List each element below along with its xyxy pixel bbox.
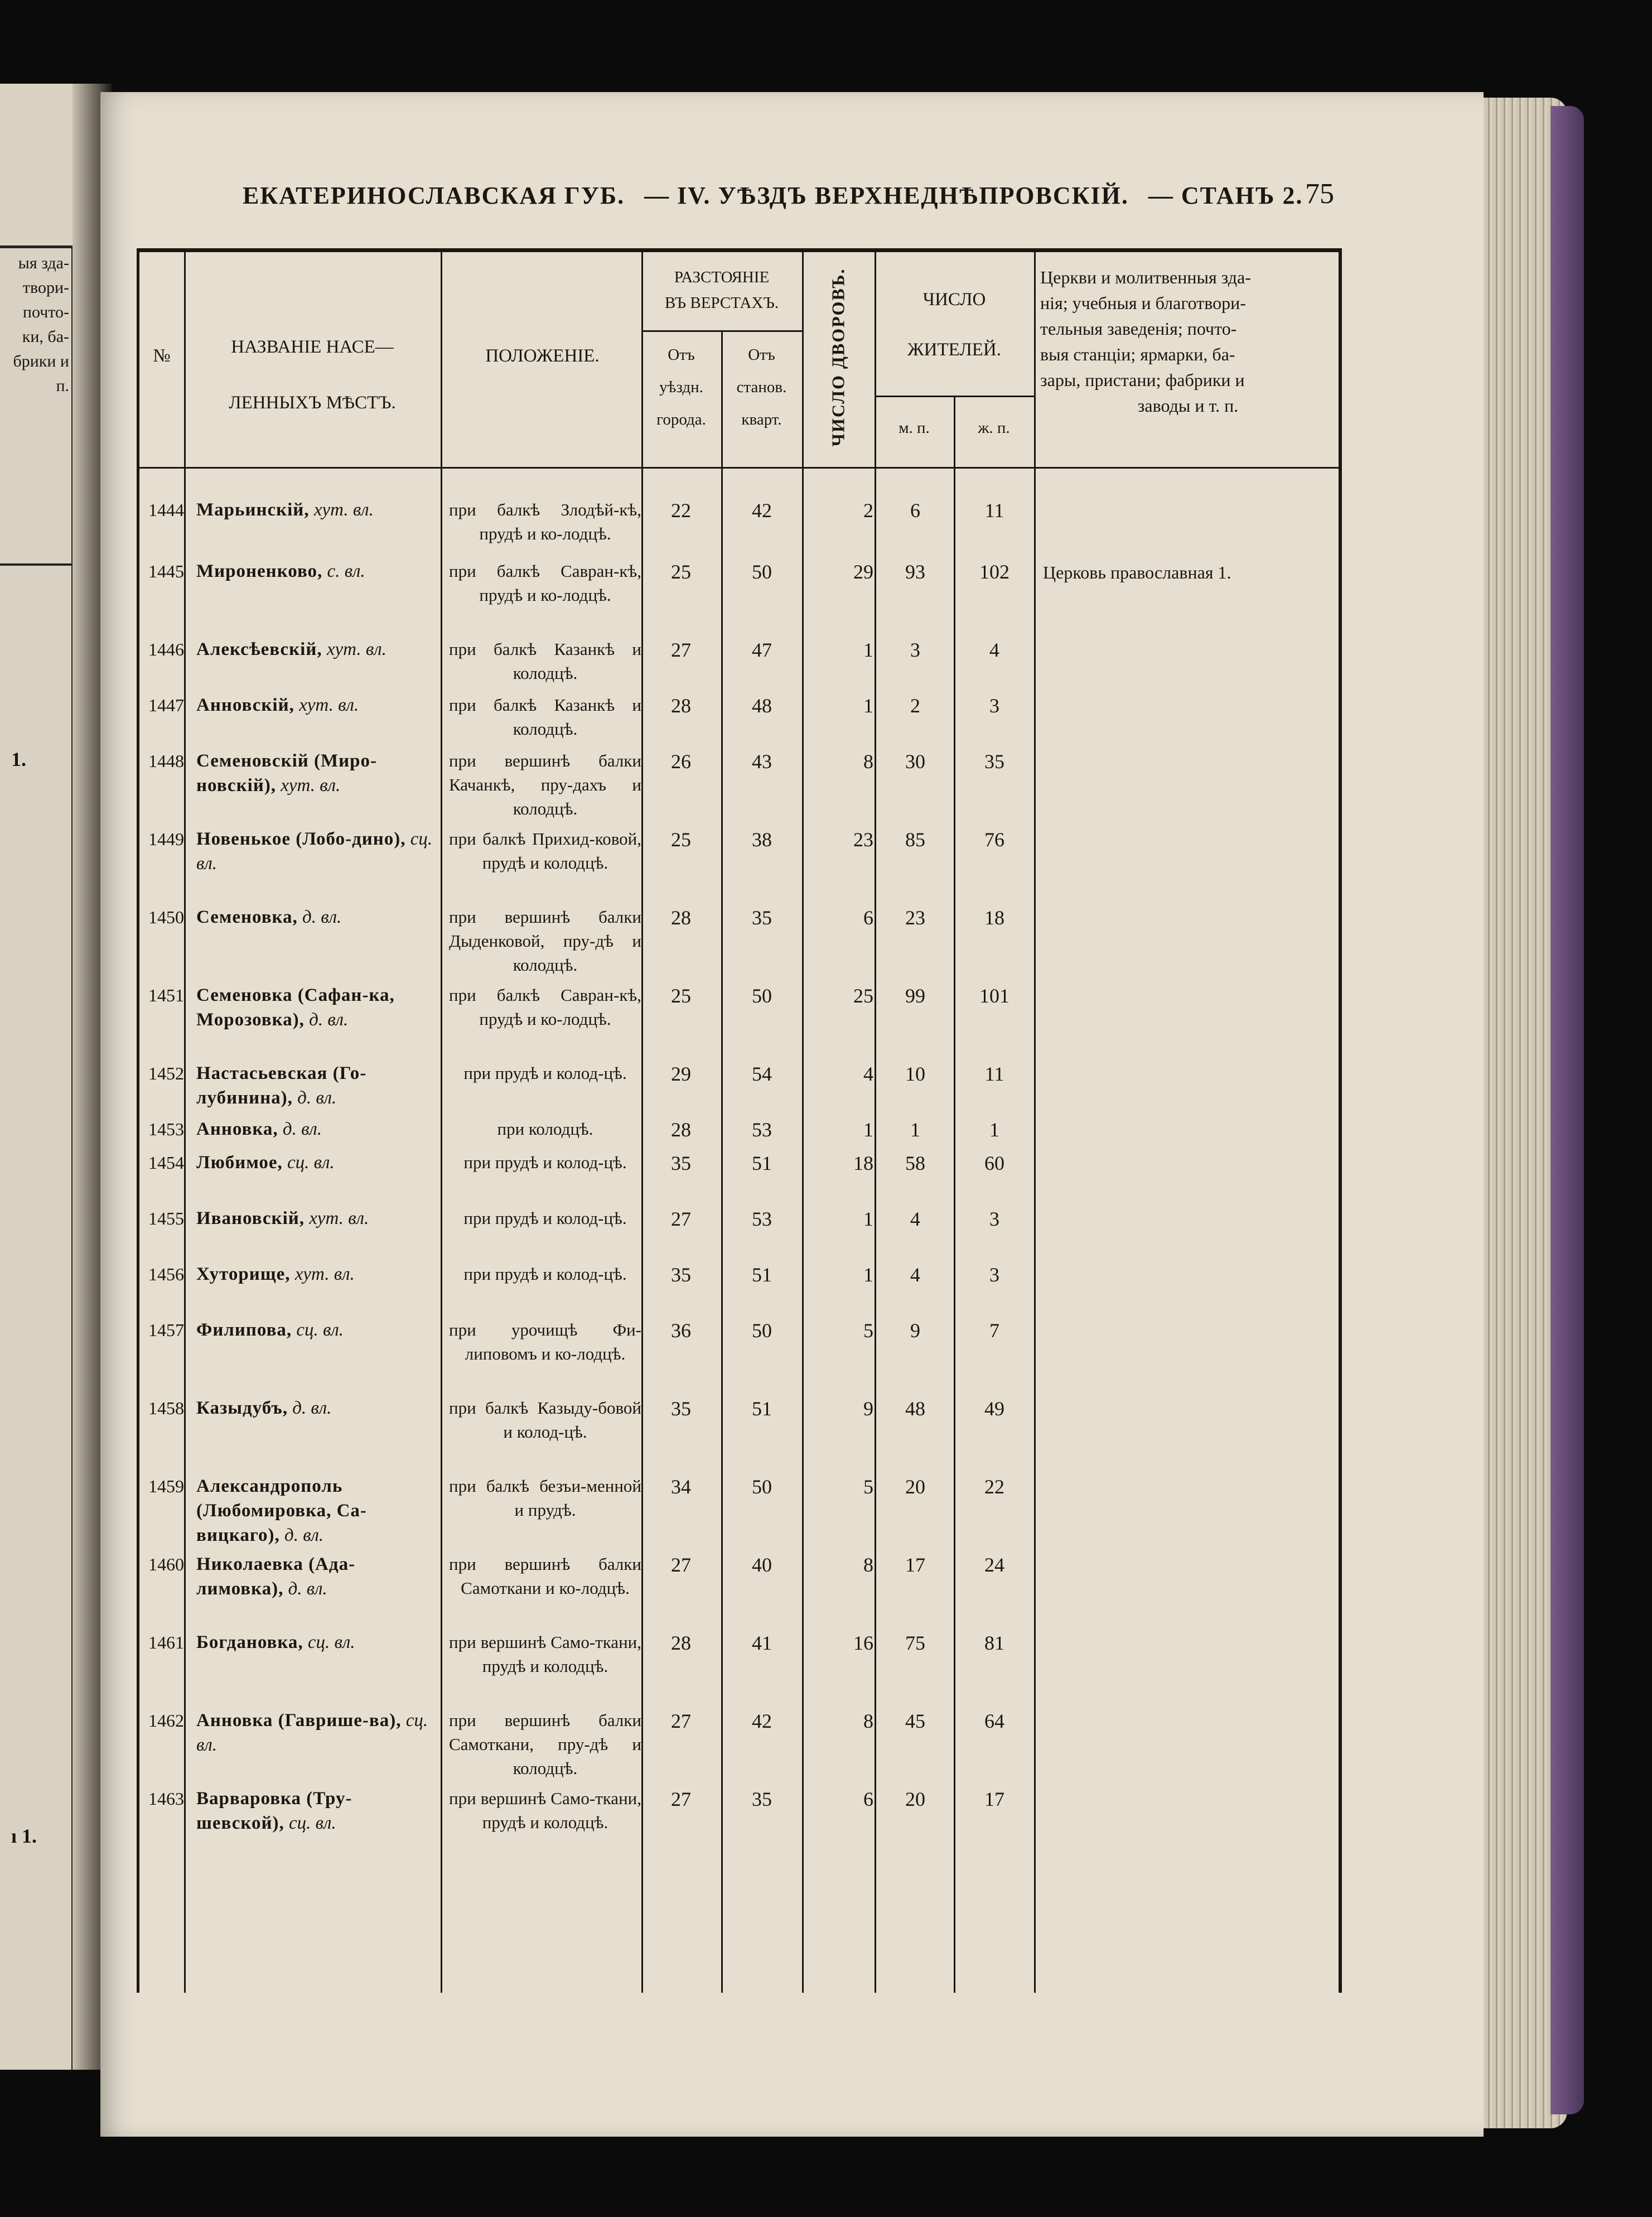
header-rule	[641, 330, 802, 332]
male-cell: 20	[905, 1788, 925, 1810]
distance-stan-cell: 43	[752, 750, 772, 773]
households-cell: 18	[853, 1152, 873, 1174]
settlement-type: хут. вл.	[313, 500, 374, 520]
female-cell: 35	[984, 750, 1004, 773]
distance-stan-cell: 35	[752, 1788, 772, 1810]
position-cell: при колодцѣ.	[497, 1119, 593, 1139]
distance-town-cell: 28	[671, 1632, 691, 1654]
female-cell: 76	[984, 828, 1004, 851]
settlement-name-cell	[196, 693, 436, 717]
distance-town-cell: 34	[671, 1476, 691, 1498]
male-cell: 30	[905, 750, 925, 773]
distance-stan-cell: 53	[752, 1119, 772, 1141]
male-cell: 75	[905, 1632, 925, 1654]
header-inhabitants-line: ЧИСЛО	[922, 290, 986, 310]
distance-stan-cell: 51	[752, 1264, 772, 1286]
left-page-header-line: почто-	[22, 303, 69, 321]
settlement-name-cell	[196, 749, 436, 798]
settlement-name-cell	[196, 1708, 436, 1757]
settlement-type: д. вл.	[292, 1398, 332, 1418]
distance-town-cell: 28	[671, 907, 691, 929]
female-cell: 1	[989, 1119, 999, 1141]
female-cell: 17	[984, 1788, 1004, 1810]
distance-stan-cell: 51	[752, 1397, 772, 1420]
distance-town-cell: 35	[671, 1152, 691, 1174]
position-cell: при балкѣ Казанкѣ и колодцѣ.	[449, 639, 641, 683]
households-cell: 1	[863, 1264, 873, 1286]
settlement-type: хут. вл.	[326, 639, 387, 659]
settlement-name-cell	[196, 1396, 436, 1420]
header-dist-stan-line: станов.	[736, 378, 787, 396]
position-cell: при вершинѣ балки Качанкѣ, пру-дахъ и колодцѣ.	[449, 751, 641, 818]
settlement-name-cell	[196, 1262, 436, 1286]
households-cell: 5	[863, 1319, 873, 1342]
households-cell: 8	[863, 1710, 873, 1732]
col-rule	[441, 252, 442, 1993]
households-cell: 4	[863, 1063, 873, 1085]
settlement-name-cell	[196, 1061, 436, 1110]
distance-town-cell: 28	[671, 695, 691, 717]
header-churches-line: зары, пристани; фабрики и	[1040, 370, 1245, 390]
settlement-name: Анновскій,	[196, 695, 294, 715]
male-cell: 10	[905, 1063, 925, 1085]
distance-town-cell: 29	[671, 1063, 691, 1085]
settlement-type: сц. вл.	[196, 1710, 428, 1755]
col-rule	[184, 252, 186, 1993]
settlement-type: сц. вл.	[288, 1813, 336, 1833]
position-cell: при балкѣ Савран-кѣ, прудѣ и ко-лодцѣ.	[449, 561, 641, 605]
left-page-header-fragment	[0, 251, 71, 566]
female-cell: 22	[984, 1476, 1004, 1498]
header-dist-town-line: уѣздн.	[659, 378, 703, 396]
header-churches-line: нія; учебныя и благотвори-	[1040, 293, 1246, 313]
row-number: 1447	[148, 695, 184, 715]
settlement-name: Анновка,	[196, 1119, 278, 1139]
position-cell: при балкѣ Казанкѣ и колодцѣ.	[449, 695, 641, 739]
distance-town-cell: 26	[671, 750, 691, 773]
settlement-name: Ивановскій,	[196, 1208, 305, 1228]
households-cell: 9	[863, 1397, 873, 1420]
distance-stan-cell: 42	[752, 1710, 772, 1732]
settlement-type: д. вл.	[297, 1088, 337, 1108]
settlement-type: сц. вл.	[196, 829, 433, 874]
settlement-name-cell	[196, 1630, 436, 1655]
male-cell: 45	[905, 1710, 925, 1732]
header-dist-stan-line: Отъ	[748, 346, 775, 364]
left-page-header-line: ки, ба-	[22, 327, 69, 346]
settlement-name: Новенькое (Лобо-дино),	[196, 829, 406, 849]
position-cell: при балкѣ Казыду-бовой и колод-цѣ.	[449, 1398, 641, 1442]
female-cell: 4	[989, 639, 999, 661]
book-cover-edge	[1550, 106, 1584, 2114]
settlement-name: Хуторище,	[196, 1264, 291, 1284]
female-cell: 24	[984, 1554, 1004, 1576]
row-number: 1454	[148, 1153, 184, 1173]
col-rule	[954, 396, 955, 1993]
page-number: 75	[1305, 178, 1334, 210]
female-cell: 102	[979, 561, 1009, 583]
settlement-type: хут. вл.	[309, 1208, 369, 1228]
row-number: 1446	[148, 639, 184, 659]
female-cell: 18	[984, 907, 1004, 929]
households-cell: 1	[863, 1119, 873, 1141]
male-cell: 4	[910, 1264, 920, 1286]
settlement-name-cell	[196, 1117, 436, 1141]
distance-town-cell: 27	[671, 639, 691, 661]
settlement-name: Николаевка (Ада-лимовка),	[196, 1554, 356, 1599]
distance-stan-cell: 40	[752, 1554, 772, 1576]
row-number: 1450	[148, 907, 184, 927]
female-cell: 49	[984, 1397, 1004, 1420]
row-number: 1462	[148, 1710, 184, 1731]
header-dist-town	[641, 339, 721, 436]
settlement-type: д. вл.	[288, 1579, 327, 1599]
row-number: 1459	[148, 1476, 184, 1496]
households-cell: 1	[863, 1208, 873, 1230]
running-head-province: ЕКАТЕРИНОСЛАВСКАЯ ГУБ.	[243, 182, 625, 209]
header-dist-stan	[721, 339, 802, 436]
settlement-type: сц. вл.	[296, 1320, 344, 1340]
households-cell: 8	[863, 1554, 873, 1576]
households-cell: 25	[853, 985, 873, 1007]
distance-town-cell: 22	[671, 499, 691, 522]
header-dist-town-line: Отъ	[668, 346, 695, 364]
position-cell: при вершинѣ Само-ткани, прудѣ и колодцѣ.	[449, 1632, 641, 1676]
settlement-type: д. вл.	[302, 907, 342, 927]
position-cell: при прудѣ и колод-цѣ.	[463, 1063, 627, 1083]
row-number: 1460	[148, 1554, 184, 1574]
settlement-type: д. вл.	[309, 1010, 349, 1030]
settlement-type: д. вл.	[282, 1119, 322, 1139]
settlement-name-cell	[196, 1552, 436, 1601]
position-cell: при вершинѣ балки Самоткани, пру-дѣ и колодцѣ.	[449, 1710, 641, 1778]
distance-stan-cell: 48	[752, 695, 772, 717]
left-page-header-line: твори-	[22, 278, 69, 297]
left-page-header-line: ыя зда-	[18, 254, 69, 272]
row-number: 1453	[148, 1119, 184, 1139]
header-inhabitants-line: ЖИТЕЛЕЙ.	[907, 340, 1001, 360]
header-churches-line: заводы и т. п.	[1137, 396, 1239, 416]
position-cell: при балкѣ Савран-кѣ, прудѣ и ко-лодцѣ.	[449, 985, 641, 1029]
households-cell: 8	[863, 750, 873, 773]
position-cell: при балкѣ безъи-менной и прудѣ.	[449, 1476, 641, 1520]
households-cell: 29	[853, 561, 873, 583]
households-cell: 2	[863, 499, 873, 522]
settlement-type: с. вл.	[327, 561, 365, 581]
settlement-type: хут. вл.	[294, 1264, 355, 1284]
header-num: №	[153, 346, 171, 366]
settlement-type: сц. вл.	[307, 1632, 355, 1652]
position-cell: при прудѣ и колод-цѣ.	[463, 1153, 627, 1172]
row-number: 1463	[148, 1789, 184, 1809]
row-number: 1445	[148, 561, 184, 581]
header-households: ЧИСЛО ДВОРОВЪ.	[828, 268, 848, 447]
running-head	[243, 181, 1315, 210]
settlements-table	[137, 248, 1342, 1993]
left-page-header-line: п.	[56, 377, 69, 395]
position-cell: при вершинѣ Само-ткани, прудѣ и колодцѣ.	[449, 1789, 641, 1832]
churches-cell: Церковь православная 1.	[1043, 562, 1231, 582]
position-cell: при прудѣ и колод-цѣ.	[463, 1264, 627, 1284]
header-churches-line: Церкви и молитвенныя зда-	[1040, 267, 1251, 287]
position-cell: при балкѣ Прихид-ковой, прудѣ и колодцѣ.	[449, 829, 641, 873]
row-number: 1449	[148, 829, 184, 849]
row-number: 1456	[148, 1264, 184, 1284]
male-cell: 3	[910, 639, 920, 661]
distance-town-cell: 25	[671, 561, 691, 583]
settlement-name: Анновка (Гавришe-ва),	[196, 1710, 402, 1731]
row-number: 1455	[148, 1208, 184, 1228]
households-cell: 16	[853, 1632, 873, 1654]
distance-stan-cell: 38	[752, 828, 772, 851]
running-head-uezd: — IV. УѢЗДЪ ВЕРХНЕДНѢПРОВСКІЙ.	[644, 182, 1129, 209]
settlement-name: Мироненково,	[196, 561, 323, 581]
position-cell: при вершинѣ балки Самоткани и ко-лодцѣ.	[449, 1554, 641, 1598]
male-cell: 2	[910, 695, 920, 717]
settlement-name: Семеновка (Сафан-ка, Морозовка),	[196, 985, 395, 1030]
settlement-name: Любимое,	[196, 1153, 283, 1173]
col-rule	[1034, 252, 1036, 1993]
distance-stan-cell: 50	[752, 1319, 772, 1342]
distance-town-cell: 27	[671, 1554, 691, 1576]
position-cell: при вершинѣ балки Дыденковой, пру-дѣ и колодцѣ.	[449, 907, 641, 975]
distance-town-cell: 35	[671, 1264, 691, 1286]
distance-town-cell: 27	[671, 1710, 691, 1732]
female-cell: 7	[989, 1319, 999, 1342]
households-cell: 1	[863, 639, 873, 661]
settlement-name-cell	[196, 1206, 436, 1231]
header-male: м. п.	[899, 419, 930, 437]
households-cell: 5	[863, 1476, 873, 1498]
settlement-name: Семеновскій (Миро-новскій),	[196, 751, 378, 796]
male-cell: 9	[910, 1319, 920, 1342]
header-distance	[641, 264, 802, 316]
settlement-type: д. вл.	[284, 1525, 324, 1545]
settlement-type: сц. вл.	[287, 1153, 335, 1173]
households-cell: 1	[863, 695, 873, 717]
female-cell: 3	[989, 1208, 999, 1230]
settlement-name-cell	[196, 1150, 436, 1175]
female-cell: 3	[989, 1264, 999, 1286]
settlement-name: Богдановка,	[196, 1632, 303, 1652]
settlement-name: Филипова,	[196, 1320, 292, 1340]
female-cell: 101	[979, 985, 1009, 1007]
left-page-header-line: брики и	[13, 352, 69, 370]
households-cell: 6	[863, 907, 873, 929]
header-name	[190, 319, 435, 431]
distance-stan-cell: 53	[752, 1208, 772, 1230]
distance-town-cell: 25	[671, 828, 691, 851]
settlement-name-cell	[196, 1786, 436, 1835]
distance-stan-cell: 42	[752, 499, 772, 522]
header-bottom-rule	[139, 467, 1339, 469]
row-number: 1451	[148, 985, 184, 1005]
female-cell: 81	[984, 1632, 1004, 1654]
left-page-note: ı 1.	[11, 1825, 37, 1847]
left-page-note: 1.	[11, 748, 26, 770]
households-cell: 23	[853, 828, 873, 851]
distance-stan-cell: 47	[752, 639, 772, 661]
male-cell: 58	[905, 1152, 925, 1174]
header-position: ПОЛОЖЕНІЕ.	[485, 346, 600, 366]
male-cell: 4	[910, 1208, 920, 1230]
female-cell: 11	[984, 499, 1004, 522]
row-number: 1461	[148, 1632, 184, 1652]
distance-stan-cell: 41	[752, 1632, 772, 1654]
distance-stan-cell: 35	[752, 907, 772, 929]
male-cell: 6	[910, 499, 920, 522]
distance-town-cell: 36	[671, 1319, 691, 1342]
header-name-line: НАЗВАНІЕ НАСЕ—	[231, 337, 394, 357]
settlement-name-cell	[196, 827, 436, 876]
header-distance-line: РАЗСТОЯНІЕ	[674, 268, 770, 286]
distance-town-cell: 27	[671, 1788, 691, 1810]
female-cell: 64	[984, 1710, 1004, 1732]
settlement-name-cell	[196, 1474, 436, 1548]
male-cell: 23	[905, 907, 925, 929]
settlement-type: хут. вл.	[281, 775, 341, 796]
row-number: 1444	[148, 500, 184, 520]
distance-stan-cell: 50	[752, 561, 772, 583]
male-cell: 48	[905, 1397, 925, 1420]
settlement-name-cell	[196, 498, 436, 522]
header-rule	[875, 396, 1034, 397]
male-cell: 85	[905, 828, 925, 851]
male-cell: 17	[905, 1554, 925, 1576]
distance-stan-cell: 54	[752, 1063, 772, 1085]
settlement-type: хут. вл.	[299, 695, 359, 715]
settlement-name-cell	[196, 983, 436, 1032]
running-head-stan: — СТАНЪ 2.	[1148, 182, 1303, 209]
row-number: 1448	[148, 751, 184, 771]
header-churches	[1040, 264, 1336, 418]
position-cell: при урочищѣ Фи-липовомъ и ко-лодцѣ.	[449, 1320, 641, 1363]
distance-town-cell: 28	[671, 1119, 691, 1141]
position-cell: при прудѣ и колод-цѣ.	[463, 1208, 627, 1228]
header-dist-town-line: города.	[656, 411, 706, 428]
settlement-name: Марьинскій,	[196, 500, 310, 520]
header-churches-line: тельныя заведенія; почто-	[1040, 319, 1237, 339]
distance-stan-cell: 50	[752, 1476, 772, 1498]
distance-town-cell: 35	[671, 1397, 691, 1420]
distance-town-cell: 27	[671, 1208, 691, 1230]
row-number: 1457	[148, 1320, 184, 1340]
distance-town-cell: 25	[671, 985, 691, 1007]
row-number: 1458	[148, 1398, 184, 1418]
female-cell: 3	[989, 695, 999, 717]
male-cell: 93	[905, 561, 925, 583]
female-cell: 11	[984, 1063, 1004, 1085]
position-cell: при балкѣ Злодѣй-кѣ, прудѣ и ко-лодцѣ.	[449, 500, 641, 543]
header-female: ж. п.	[978, 419, 1010, 437]
settlement-name: Семеновка,	[196, 907, 298, 927]
header-distance-line: ВЪ ВЕРСТАХЪ.	[664, 294, 779, 312]
male-cell: 1	[910, 1119, 920, 1141]
settlement-name: Настасьевская (Го-лубинина),	[196, 1063, 367, 1108]
female-cell: 60	[984, 1152, 1004, 1174]
male-cell: 20	[905, 1476, 925, 1498]
row-number: 1452	[148, 1063, 184, 1083]
settlement-name: Александрополь (Любомировка, Са-вицкаго),	[196, 1476, 367, 1545]
households-cell: 6	[863, 1788, 873, 1810]
settlement-name-cell	[196, 559, 436, 584]
settlement-name: Алексѣевскій,	[196, 639, 322, 659]
header-name-line: ЛЕННЫХЪ МѢСТЪ.	[229, 393, 396, 413]
settlement-name-cell	[196, 637, 436, 662]
settlement-name: Казыдубъ,	[196, 1398, 288, 1418]
header-churches-line: выя станціи; ярмарки, ба-	[1040, 344, 1235, 364]
header-inhabitants	[875, 274, 1034, 375]
distance-stan-cell: 51	[752, 1152, 772, 1174]
settlement-name-cell	[196, 1318, 436, 1342]
header-dist-stan-line: кварт.	[741, 411, 782, 428]
distance-stan-cell: 50	[752, 985, 772, 1007]
settlement-name-cell	[196, 905, 436, 929]
male-cell: 99	[905, 985, 925, 1007]
settlement-name: Варваровка (Тру-шевской),	[196, 1789, 352, 1833]
